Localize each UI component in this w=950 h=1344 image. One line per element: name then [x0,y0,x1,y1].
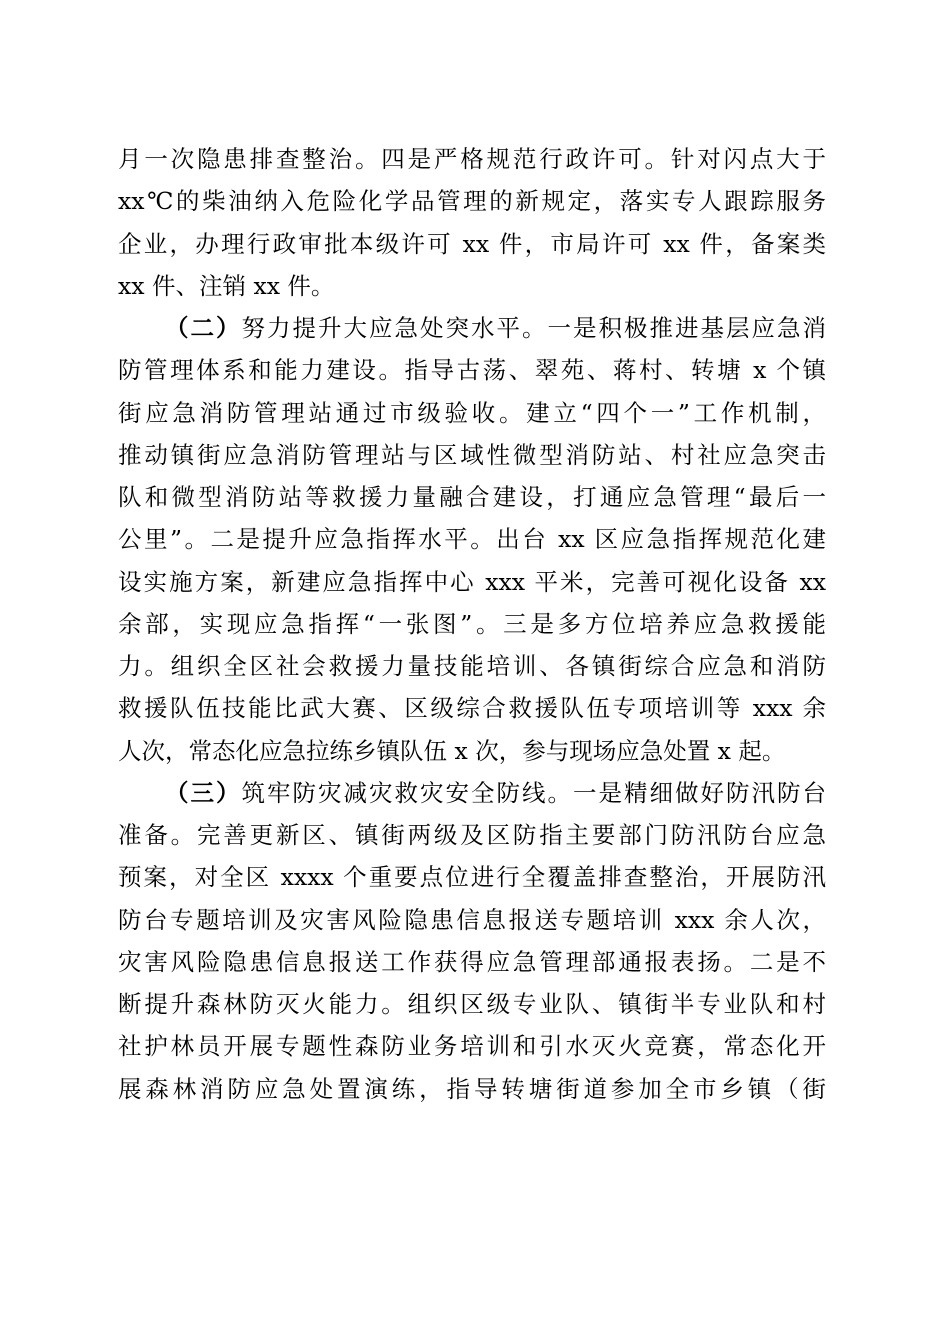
text-line: 企业，办理行政审批本级许可 xx 件，市局许可 xx 件，备案类 [118,229,826,258]
section-2-first-line [118,307,826,349]
text-line: 社护林员开展专题性森防业务培训和引水灭火竞赛，常态化开 [118,1032,826,1061]
text-line: 灾害风险隐患信息报送工作获得应急管理部通报表扬。二是不 [118,947,826,976]
text-line: 预案，对全区 xxxx 个重要点位进行全覆盖排查整治，开展防汛 [118,863,826,892]
text-line: 展森林消防应急处置演练，指导转塘街道参加全市乡镇（街 [118,1074,826,1103]
text-line: 力。组织全区社会救援力量技能培训、各镇街综合应急和消防 [118,652,826,680]
section-3-first-line [118,772,826,814]
text-line: 推动镇街应急消防管理站与区域性微型消防站、村社应急突击 [118,440,826,469]
text-line: 准备。完善更新区、镇街两级及区防指主要部门防汛防台应急 [118,821,826,849]
text-line: 公里”。二是提升应急指挥水平。出台 xx 区应急指挥规范化建 [118,525,826,554]
text-line: 人次，常态化应急拉练乡镇队伍 x 次，参与现场应急处置 x 起。 [118,736,786,765]
text-line: xx 件、注销 xx 件。 [118,271,335,300]
text-line: 救援队伍技能比武大赛、区级综合救援队伍专项培训等 xxx 余 [118,694,826,723]
section-3-number: （三） [165,778,242,807]
text-line: 月一次隐患排查整治。四是严格规范行政许可。针对闪点大于 [118,145,826,173]
text-line: 防管理体系和能力建设。指导古荡、翠苑、蒋村、转塘 x 个镇 [118,356,826,385]
section-3-lead: 筑牢防灾减灾救灾安全防线。一是精细做好防汛防台 [241,778,826,807]
text-line: 余部，实现应急指挥“一张图”。三是多方位培养应急救援能 [118,609,826,638]
section-2-lead: 努力提升大应急处突水平。一是积极推进基层应急消 [241,314,826,342]
text-line: 防台专题培训及灾害风险隐患信息报送专题培训 xxx 余人次， [118,905,826,934]
text-line: xx℃的柴油纳入危险化学品管理的新规定，落实专人跟踪服务 [118,187,826,216]
text-line: 队和微型消防站等救援力量融合建设，打通应急管理“最后一 [118,483,826,511]
text-line: 断提升森林防灭火能力。组织区级专业队、镇街半专业队和村 [118,990,826,1018]
text-line: 街应急消防管理站通过市级验收。建立“四个一”工作机制， [118,398,826,427]
document-body [118,138,826,1110]
section-2-number: （二） [165,314,242,342]
text-line: 设实施方案，新建应急指挥中心 xxx 平米，完善可视化设备 xx [118,567,826,596]
